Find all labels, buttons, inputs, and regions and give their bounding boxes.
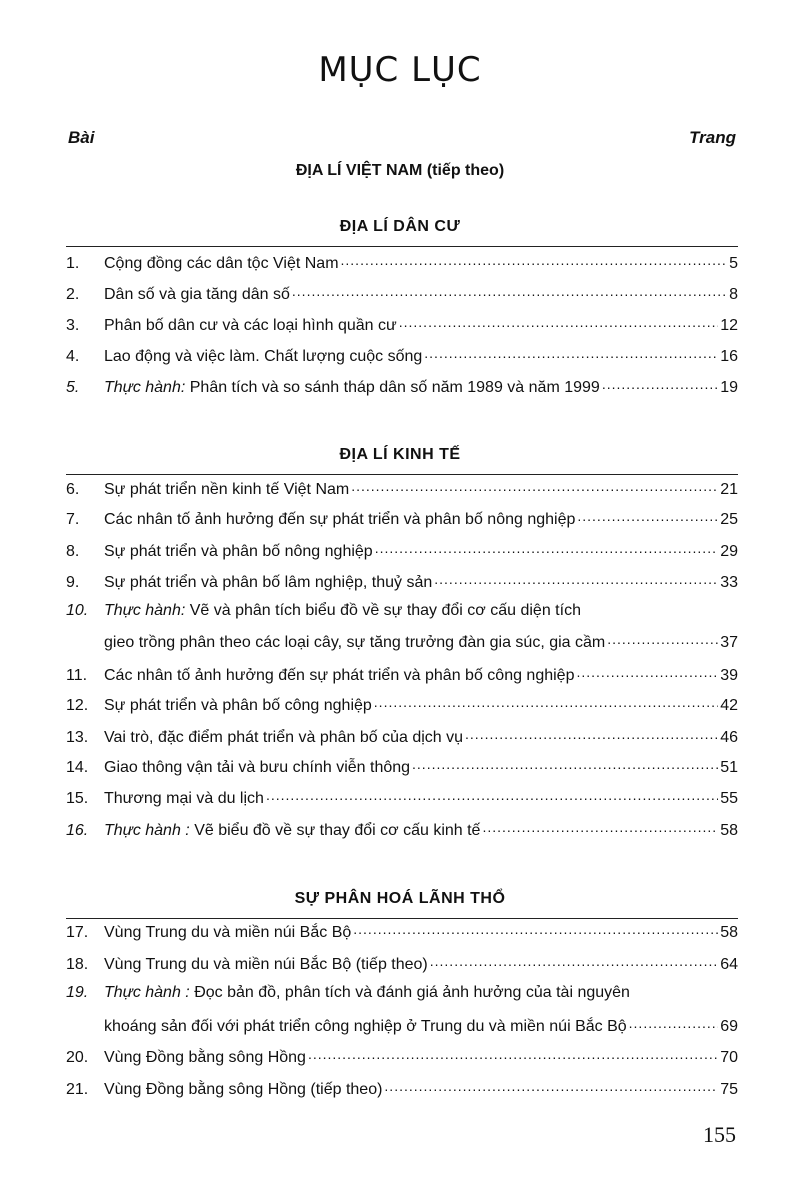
dot-leader [629, 1015, 719, 1031]
lesson-number: 19. [66, 984, 89, 1001]
toc-entry[interactable] [66, 602, 738, 626]
page-ref: 39 [720, 667, 738, 684]
dot-leader [308, 1046, 718, 1062]
lesson-title [104, 729, 463, 747]
toc-entry[interactable] [66, 694, 738, 718]
dot-leader [577, 508, 718, 524]
part-title: ĐỊA LÍ VIỆT NAM (tiếp theo) [295, 162, 505, 179]
page-column-header: Trang [689, 128, 736, 147]
lesson-number: 15. [66, 790, 89, 807]
page-ref: 46 [720, 729, 738, 746]
toc-entry-continuation[interactable] [104, 1015, 738, 1039]
dot-leader [266, 787, 718, 803]
lesson-title-text: Cộng đồng các dân tộc Việt Nam [104, 255, 339, 272]
page-ref: 55 [720, 790, 738, 807]
page-number: 155 [703, 1122, 736, 1147]
lesson-number: 10. [66, 602, 89, 619]
toc-entry[interactable] [66, 1046, 738, 1070]
dot-leader [607, 631, 718, 647]
dot-leader [353, 921, 718, 937]
lesson-title [104, 1081, 382, 1099]
page-ref: 25 [720, 511, 738, 528]
lesson-title-text: Phân tích và so sánh tháp dân số năm 1989 và năm 1999 [185, 379, 600, 396]
lesson-title [104, 924, 351, 942]
lesson-title-text: Các nhân tố ảnh hưởng đến sự phát triển và phân bố nông nghiệp [104, 511, 576, 528]
dot-leader [412, 756, 718, 772]
lesson-title-text: Vẽ và phân tích biểu đồ về sự thay đổi cơ cấu diện tích [185, 602, 581, 619]
lesson-title [104, 317, 397, 335]
lesson-title-text: Vùng Đồng bằng sông Hồng [104, 1049, 306, 1066]
lesson-title-text: Vùng Trung du và miền núi Bắc Bộ [104, 924, 352, 941]
toc-entry[interactable] [66, 508, 738, 532]
dot-leader [351, 478, 718, 494]
toc-entry[interactable] [66, 921, 738, 945]
lesson-title-continuation: gieo trồng phân theo các loại cây, sự tăng trưởng đàn gia súc, gia cầm [104, 634, 606, 651]
section-divider [66, 918, 738, 919]
lesson-title-text: Sự phát triển nền kinh tế Việt Nam [104, 481, 350, 498]
toc-entry[interactable] [66, 283, 738, 307]
toc-entry[interactable] [66, 664, 738, 688]
lesson-title-text: Phân bố dân cư và các loại hình quần cư [104, 317, 397, 334]
dot-leader [430, 953, 718, 969]
page-ref: 16 [720, 348, 738, 365]
practice-label: Thực hành: [104, 602, 186, 619]
lesson-number: 20. [66, 1049, 89, 1066]
lesson-number: 7. [66, 511, 80, 528]
lesson-title [104, 759, 410, 777]
toc-entry[interactable] [66, 252, 738, 276]
dot-leader [465, 726, 718, 742]
page-ref: 69 [720, 1018, 738, 1035]
lesson-number: 1. [66, 255, 80, 272]
section-title: SỰ PHÂN HOÁ LÃNH THỔ [294, 890, 506, 907]
page-ref: 19 [720, 379, 738, 396]
toc-entry[interactable] [66, 953, 738, 977]
lesson-title [104, 286, 290, 304]
page-ref: 21 [720, 481, 738, 498]
dot-leader [399, 314, 718, 330]
lesson-title [104, 984, 630, 1002]
page-ref: 5 [729, 255, 738, 272]
lesson-title-text: Vùng Đồng bằng sông Hồng (tiếp theo) [104, 1081, 383, 1098]
lesson-title [104, 667, 574, 685]
page-ref: 58 [720, 924, 738, 941]
lesson-title [104, 822, 480, 840]
lesson-number: 8. [66, 543, 80, 560]
section-divider [66, 474, 738, 475]
lesson-title-text: Các nhân tố ảnh hưởng đến sự phát triển và phân bố công nghiệp [104, 667, 575, 684]
lesson-number: 17. [66, 924, 89, 941]
lesson-number: 3. [66, 317, 80, 334]
lesson-title [104, 379, 600, 397]
lesson-title [104, 574, 432, 592]
lesson-number: 4. [66, 348, 80, 365]
lesson-title-text: Sự phát triển và phân bố công nghiệp [104, 697, 372, 714]
lesson-title [104, 1049, 306, 1067]
page-ref: 51 [720, 759, 738, 776]
page-ref: 75 [720, 1081, 738, 1098]
lesson-title-text: Thương mại và du lịch [104, 790, 264, 807]
toc-entry[interactable] [66, 571, 738, 595]
page-title: MỤC LỤC [318, 50, 482, 90]
lesson-title [104, 481, 349, 499]
lesson-title-text: Lao động và việc làm. Chất lượng cuộc sống [104, 348, 423, 365]
lesson-number: 6. [66, 481, 80, 498]
dot-leader [576, 664, 718, 680]
lesson-title-text: Đọc bản đồ, phân tích và đánh giá ảnh hưởng của tài nguyên [189, 984, 630, 1001]
lesson-title [104, 602, 581, 620]
lesson-number: 12. [66, 697, 89, 714]
dot-leader [292, 283, 727, 299]
dot-leader [374, 694, 718, 710]
page-ref: 29 [720, 543, 738, 560]
practice-label: Thực hành : [104, 822, 190, 839]
page-ref: 64 [720, 956, 738, 973]
toc-entry[interactable] [66, 819, 738, 843]
lesson-title [104, 697, 372, 715]
toc-entry[interactable] [66, 478, 738, 502]
dot-leader [341, 252, 728, 268]
page-ref: 58 [720, 822, 738, 839]
lesson-title [104, 511, 575, 529]
toc-entry[interactable] [66, 787, 738, 811]
toc-entry[interactable] [66, 314, 738, 338]
toc-entry[interactable] [66, 540, 738, 564]
section-title: ĐỊA LÍ KINH TẾ [339, 446, 461, 463]
lesson-number: 16. [66, 822, 89, 839]
lesson-number: 14. [66, 759, 89, 776]
toc-entry[interactable] [66, 345, 738, 369]
dot-leader [602, 376, 718, 392]
lesson-number: 21. [66, 1081, 89, 1098]
dot-leader [424, 345, 718, 361]
page-ref: 37 [720, 634, 738, 651]
lesson-title [104, 348, 422, 366]
toc-entry[interactable] [66, 756, 738, 780]
lesson-number: 11. [66, 667, 88, 684]
lesson-title-text: Dân số và gia tăng dân số [104, 286, 290, 303]
toc-entry[interactable] [66, 726, 738, 750]
lesson-title [104, 255, 339, 273]
toc-entry-continuation[interactable] [104, 631, 738, 655]
toc-entry[interactable] [66, 376, 738, 400]
section-divider [66, 246, 738, 247]
lesson-title-text: Sự phát triển và phân bố lâm nghiệp, thuỷ sản [104, 574, 433, 591]
lesson-column-header: Bài [68, 128, 95, 147]
lesson-title [104, 790, 264, 808]
dot-leader [375, 540, 719, 556]
page-ref: 33 [720, 574, 738, 591]
practice-label: Thực hành: [104, 379, 186, 396]
lesson-title-text: Giao thông vận tải và bưu chính viễn thông [104, 759, 411, 776]
dot-leader [434, 571, 718, 587]
lesson-title [104, 956, 428, 974]
page-ref: 8 [729, 286, 738, 303]
lesson-title-text: Vẽ biểu đồ về sự thay đổi cơ cấu kinh tế [189, 822, 481, 839]
lesson-number: 18. [66, 956, 89, 973]
lesson-title-text: Sự phát triển và phân bố nông nghiệp [104, 543, 373, 560]
lesson-number: 13. [66, 729, 89, 746]
lesson-title [104, 543, 373, 561]
page-ref: 70 [720, 1049, 738, 1066]
toc-entry[interactable] [66, 1078, 738, 1102]
section-title: ĐỊA LÍ DÂN CƯ [339, 218, 461, 235]
dot-leader [384, 1078, 718, 1094]
lesson-number: 5. [66, 379, 80, 396]
page-ref: 42 [720, 697, 738, 714]
lesson-number: 9. [66, 574, 80, 591]
lesson-title-text: Vai trò, đặc điểm phát triển và phân bố của dịch vụ [104, 729, 464, 746]
practice-label: Thực hành : [104, 984, 190, 1001]
lesson-number: 2. [66, 286, 80, 303]
page-ref: 12 [720, 317, 738, 334]
lesson-title-text: Vùng Trung du và miền núi Bắc Bộ (tiếp theo) [104, 956, 428, 973]
toc-entry[interactable] [66, 984, 738, 1008]
lesson-title-continuation: khoáng sản đối với phát triển công nghiệp ở Trung du và miền núi Bắc Bộ [104, 1018, 627, 1035]
dot-leader [482, 819, 718, 835]
